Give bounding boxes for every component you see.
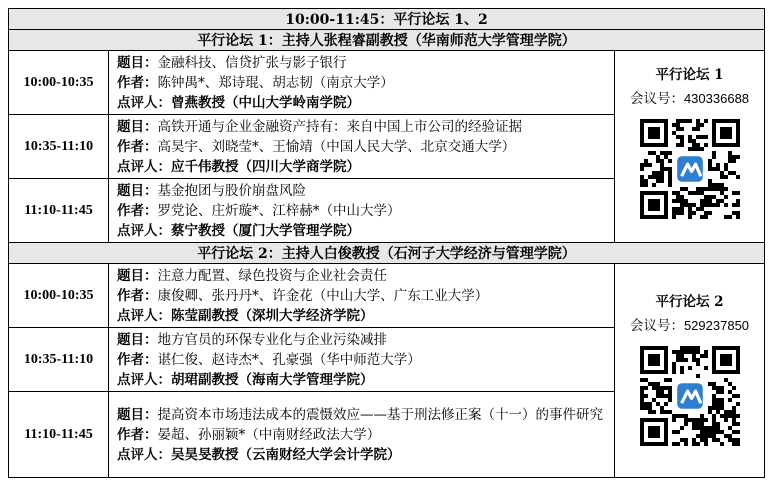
author-text: 罗党论、庄炘璇*、江梓赫*（中山大学） [157,202,401,219]
session-info [109,392,615,478]
reviewer-text: 曾燕教授（中山大学岭南学院） [171,94,360,111]
meeting-id [630,314,749,334]
topic-text: 注意力配置、绿色投资与企业社会责任 [157,267,387,284]
meeting-id [630,87,749,107]
reviewer-text: 应千伟教授（四川大学商学院） [171,158,360,175]
reviewer-text: 吴昊旻教授（云南财经大学会计学院） [171,446,401,463]
topic-label: 题目： [117,331,158,348]
author-label: 作者： [117,202,158,219]
schedule-title: 10:00-11:45：平行论坛 1、2 [9,9,765,30]
reviewer-text: 陈莹副教授（深圳大学经济学院） [171,307,374,324]
session-time: 11:10-11:45 [9,392,109,478]
session-info [109,328,615,392]
topic-text: 基金抱团与股价崩盘风险 [157,182,306,199]
author-text: 高昊宇、刘晓莹*、王愉靖（中国人民大学、北京交通大学） [157,138,516,155]
meeting-id-number: 529237850 [683,318,750,333]
qr-code-icon[interactable] [640,119,740,219]
forum-1-header: 平行论坛 1：主持人张程睿副教授（华南师范大学管理学院） [9,30,765,51]
author-label: 作者： [117,138,158,155]
session-time: 11:10-11:45 [9,179,109,243]
session-info [109,179,615,243]
reviewer-text: 胡珺副教授（海南大学管理学院） [171,371,374,388]
author-label: 作者： [117,351,158,368]
author-label: 作者： [117,426,158,443]
topic-label: 题目： [117,406,158,423]
topic-label: 题目： [117,54,158,71]
author-text: 谌仁俊、赵诗杰*、孔豪强（华中师范大学） [157,351,421,368]
reviewer-label: 点评人： [117,222,171,239]
topic-text: 地方官员的环保专业化与企业污染减排 [157,331,387,348]
session-info [109,115,615,179]
session-info [109,264,615,328]
forum-2-access [615,264,765,478]
session-time: 10:35-11:10 [9,328,109,392]
meeting-id-label: 会议号： [629,318,684,334]
forum-1-side-title: 平行论坛 1 [655,67,724,83]
reviewer-label: 点评人： [117,446,171,463]
topic-text: 高铁开通与企业金融资产持有：来自中国上市公司的经验证据 [157,118,522,135]
topic-text: 金融科技、信贷扩张与影子银行 [157,54,347,71]
reviewer-label: 点评人： [117,94,171,111]
meeting-id-number: 430336688 [683,91,750,106]
session-info [109,51,615,115]
reviewer-label: 点评人： [117,158,171,175]
reviewer-label: 点评人： [117,307,171,324]
author-label: 作者： [117,74,158,91]
topic-label: 题目： [117,182,158,199]
author-text: 晏超、孙丽颖*（中南财经政法大学） [157,426,381,443]
topic-label: 题目： [117,118,158,135]
reviewer-label: 点评人： [117,371,171,388]
topic-label: 题目： [117,267,158,284]
qr-code-icon[interactable] [640,346,740,446]
author-label: 作者： [117,287,158,304]
forum-2-header: 平行论坛 2：主持人白俊教授（石河子大学经济与管理学院） [9,243,765,264]
session-time: 10:35-11:10 [9,115,109,179]
session-time: 10:00-10:35 [9,51,109,115]
author-text: 陈钟禺*、郑诗琨、胡志韧（南京大学） [157,74,394,91]
session-time: 10:00-10:35 [9,264,109,328]
meeting-id-label: 会议号： [629,91,684,107]
topic-text: 提高资本市场违法成本的震慑效应——基于刑法修正案（十一）的事件研究 [157,406,603,423]
author-text: 康俊卿、张丹丹*、许金花（中山大学、广东工业大学） [157,287,489,304]
schedule-table [8,8,765,478]
reviewer-text: 蔡宁教授（厦门大学管理学院） [171,222,360,239]
forum-1-access [615,51,765,243]
forum-2-side-title: 平行论坛 2 [655,294,724,310]
